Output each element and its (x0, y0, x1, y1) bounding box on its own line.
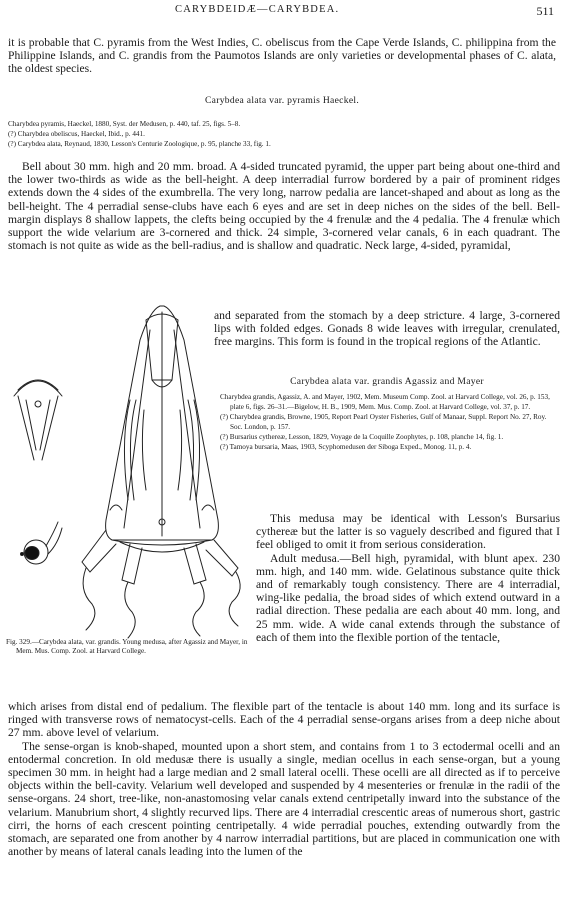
citation: Charybdea grandis, Agassiz, A. and Mayer, 1902, Mem. Museum Comp. Zool. at Harvard College, vol. 26, p. 153, plate 6, figs. 26–31.—Bigelow, H. B., 1909, Mem. Mus. Comp. Zool. at Harvard College, vol. 37, p. 17. (220, 393, 550, 411)
citations-pyramis (8, 119, 556, 149)
description-pyramis-cont: and separated from the stomach by a deep stricture. 4 large, 3-cornered lips with folded edges. Gonads 8 wide leaves with irregular, crenulated, free margins. This form is found in the tropical regions of the Atlantic. (214, 309, 560, 349)
inset-niche-drawing (14, 380, 62, 460)
citation: Charybdea pyramis, Haeckel, 1880, Syst. der Medusen, p. 440, taf. 25, figs. 5–8. (8, 120, 241, 128)
description-grandis-cont: which arises from distal end of pedalium. The flexible part of the tentacle is about 140 mm. long and its surface is ringed with transverse rows of nematocyst-cells. Each of the 4 perradial sense-organs arises from a deep niche about 27 mm. above level of velarium. The sense-organ is knob-shaped, mounted upon a short stem, and contains from 1 to 3 ectodermal ocelli and an entodermal concretion. In old medusæ there is usually a single, median ocellus in each sense-organ, but a young specimen 30 mm. in height had a large median and 2 small lateral ocelli. These ocelli are all directed as if to perceive objects within the bell-cavity. Velarium well developed and suspended by 4 mesenteries or frenulæ in the radii of the sense-organs. 24 short, tree-like, non-anastomosing velar canals extend centripetally inward into the substance of the velarium. Manubrium short, 4 slightly recurved lips. There are 4 interradial crescentic areas of numerous short, gastric cirri, the horns of each crescent pointing centripetally. 4 wide perradial pouches, extending outwardly from the stomach, are separated one from another by 4 narrow interradial partitions, but are placed in communication one with another by means of lateral canals leading into the lumen of the (8, 700, 560, 859)
citations-grandis (220, 392, 560, 452)
medusa-bell-drawing (106, 306, 219, 552)
inset-sense-organ-drawing (21, 522, 63, 564)
figure-caption: Fig. 329.—Carybdea alata, var. grandis. Young medusa, after Agassiz and Mayer, in Mem. Mus. Comp. Zool. at Harvard College. (6, 638, 248, 656)
intro-paragraph: it is probable that C. pyramis from the West Indies, C. obeliscus from the Cape Verde Islands, C. philippina from the Philippine Islands, and C. grandis from the Paumotos Islands are only varieties or developmental phases of C. alata, the oldest species. (8, 36, 556, 76)
description-grandis: This medusa may be identical with Lesson's Bursarius cythereæ but the latter is so vaguely described and figured that I feel obliged to omit it from serious consideration. Adult medusa.—Bell high, pyramidal, with blunt apex. 230 mm. high, and 140 mm. wide. Gelatinous substance quite thick and of remarkably tough consistency. There are 4 interradial, wing-like pedalia, the broad sides of which extend outward in a radial direction. These pedalia are each about 40 mm. long, and 25 mm. wide. A wide canal extends through the substance of each of them into the flexible portion of the tentacle, (256, 512, 560, 644)
section-heading-pyramis: Carybdea alata var. pyramis Haeckel. (204, 95, 360, 106)
citation: (?) Tamoya bursaria, Maas, 1903, Scyphomedusen der Siboga Exped., Monog. 11, p. 4. (220, 443, 472, 451)
figure-329-illustration (0, 300, 260, 640)
citation: (?) Bursarius cythereæ, Lesson, 1829, Voyage de la Coquille Zoophytes, p. 108, planche 14, fig. 1. (220, 433, 504, 441)
citation: (?) Charybdea obeliscus, Haeckel, Ibid., p. 441. (8, 130, 145, 138)
running-header (0, 4, 567, 20)
citation: (?) Charybdea grandis, Browne, 1905, Report Pearl Oyster Fisheries, Gulf of Manaar, Suppl. Report No. 27, Roy. Soc. London, p. 157. (220, 413, 547, 431)
pedalia-tentacles-drawing (82, 530, 240, 638)
page-number: 511 (536, 4, 554, 18)
description-pyramis: Bell about 30 mm. high and 20 mm. broad. A 4-sided truncated pyramid, the upper part being about one-third and the lower two-thirds as wide as the bell-height. A deep interradial furrow bordered by a pair of prominent ridges extends down the 4 sides of the exumbrella. The very long, narrow pedalia are lancet-shaped and about as long as the bell-height. The 4 perradial sense-clubs have each 6 eyes and are set in deep niches on the sides of the bell. Bell-margin displays 8 shallow lappets, the clefts being occupied by the 4 frenulæ and the 4 pedalia. The 4 frenulæ which support the wide velarium are 3-cornered and thick. 24 simple, 3-cornered velar canals, 6 in each quadrant. The stomach is not quite as wide as the bell-radius, and is shallow and quadratic. Neck large, 4-sided, pyramidal, (8, 160, 560, 253)
citation: (?) Carybdea alata, Reynaud, 1830, Lesson's Centurie Zoologique, p. 95, planche 33, fig. 1. (8, 140, 271, 148)
section-heading-grandis: Carybdea alata var. grandis Agassiz and Mayer (290, 376, 484, 387)
running-title: CARYBDEIDÆ—CARYBDEA. (175, 4, 340, 15)
